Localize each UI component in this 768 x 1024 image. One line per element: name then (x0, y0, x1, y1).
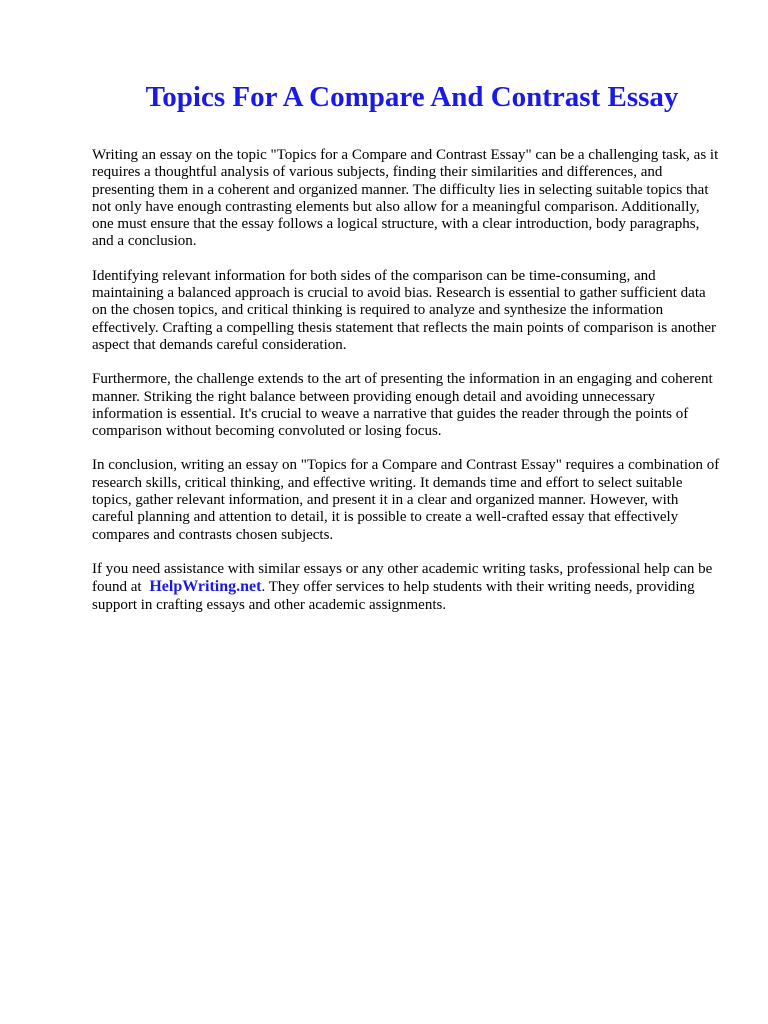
helpwriting-link[interactable]: HelpWriting.net (149, 578, 262, 596)
document-body (92, 147, 722, 631)
paragraph-4: In conclusion, writing an essay on "Topics for a Compare and Contrast Essay" requires a combination of research skills, critical thinking, and effective writing. It demands time and effort to select suitable topics, gather relevant information, and present it in a clear and organized manner. However, with careful planning and attention to detail, it is possible to create a well-crafted essay that effectively compares and contrasts chosen subjects. (92, 457, 720, 543)
document-title: Topics For A Compare And Contrast Essay (145, 81, 679, 113)
paragraph-5-after-link: . They offer services to help students with their writing needs, providing support in crafting essays and other academic assignments. (92, 579, 695, 613)
paragraph-5 (92, 561, 722, 614)
paragraph-3: Furthermore, the challenge extends to the art of presenting the information in an engaging and coherent manner. Striking the right balance between providing enough detail and avoiding unnecessary information is essential. It's crucial to weave a narrative that guides the reader through the points of comparison without becoming convoluted or losing focus. (92, 371, 713, 440)
paragraph-5-before-link: If you need assistance with similar essays or any other academic writing tasks, professional help can be found at (92, 560, 713, 596)
paragraph-1: Writing an essay on the topic "Topics for a Compare and Contrast Essay" can be a challenging task, as it requires a thoughtful analysis of various subjects, finding their similarities and differences, and presenting them in a coherent and organized manner. The difficulty lies in selecting suitable topics that not only have enough contrasting elements but also allow for a meaningful comparison. Additionally, one must ensure that the essay follows a logical structure, with a clear introduction, body paragraphs, and a conclusion. (92, 147, 719, 250)
paragraph-2: Identifying relevant information for both sides of the comparison can be time-consuming, and maintaining a balanced approach is crucial to avoid bias. Research is essential to gather sufficient data on the chosen topics, and critical thinking is required to analyze and synthesize the information effectively. Crafting a compelling thesis statement that reflects the main points of comparison is another aspect that demands careful consideration. (92, 267, 716, 353)
